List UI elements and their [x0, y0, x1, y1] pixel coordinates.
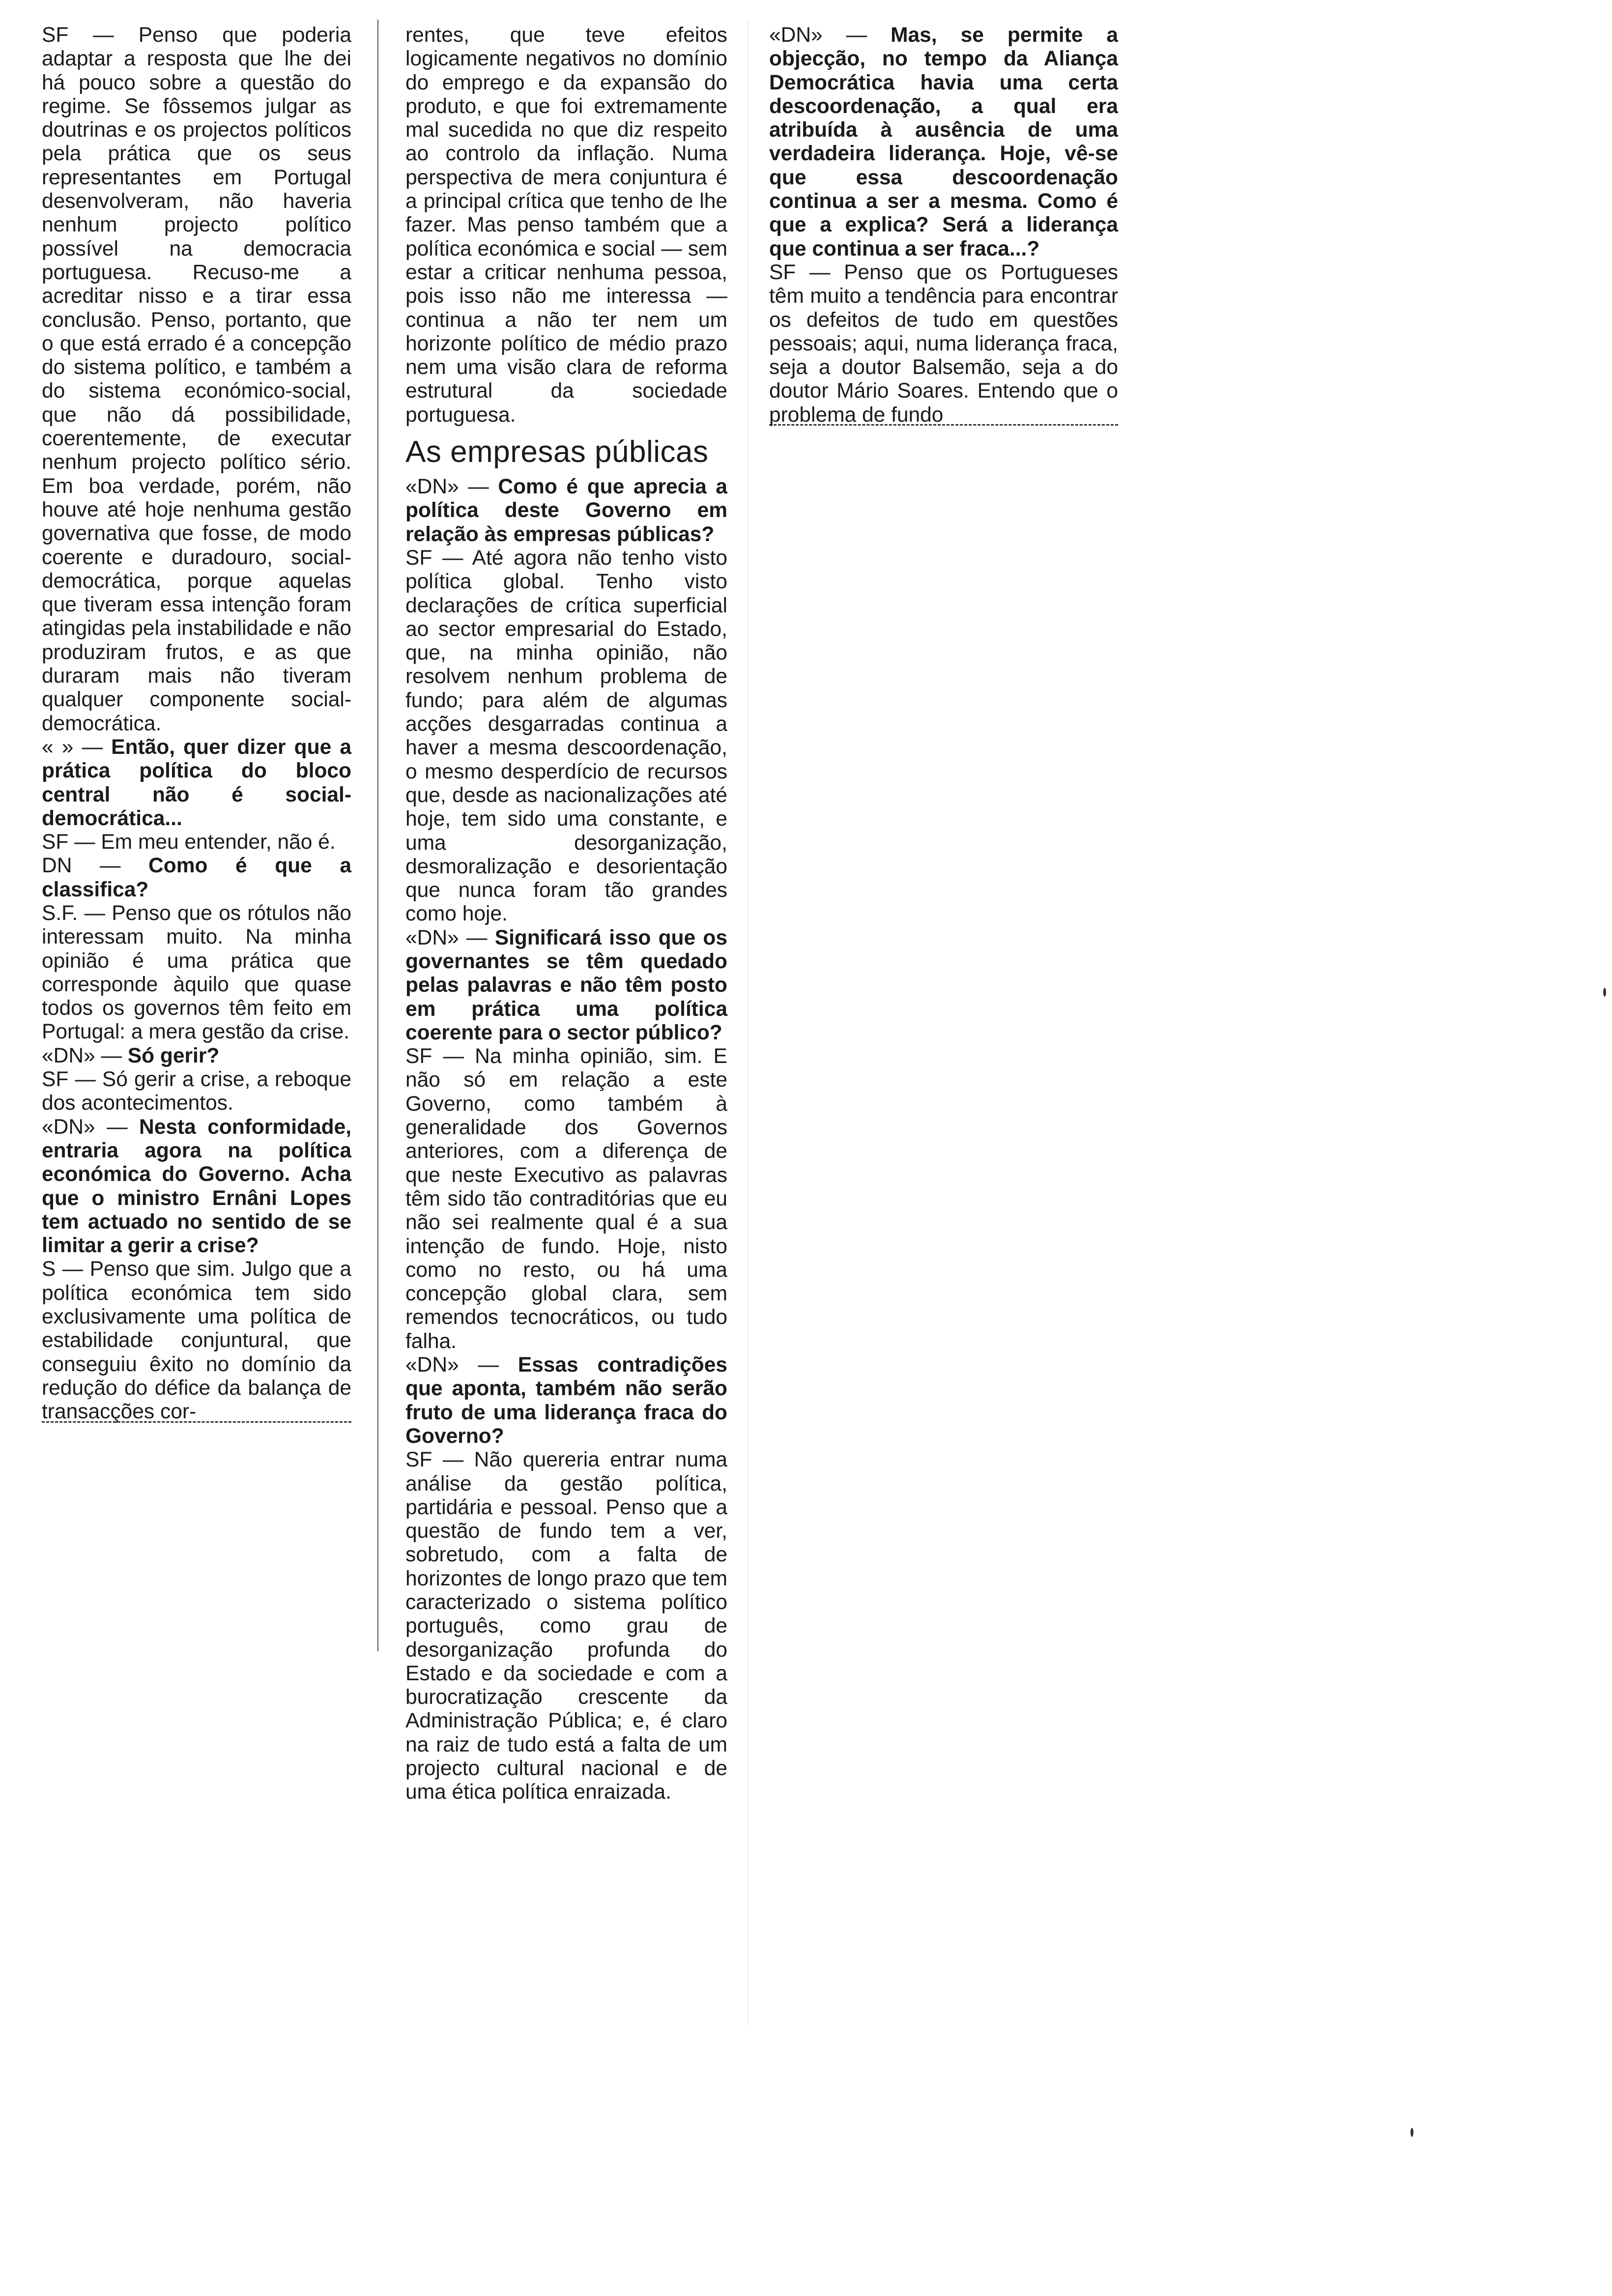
question-text: Só gerir? [127, 1044, 220, 1067]
article-column-3 [769, 24, 1118, 426]
answer-paragraph: S.F. — Penso que os rótulos não interessam muito. Na minha opinião é uma prática que corresponde àquilo que quase todos os governos têm feito em Portugal: a mera gestão da crise. [42, 901, 351, 1044]
question-paragraph [405, 475, 727, 546]
answer-paragraph: SF — Até agora não tenho visto política global. Tenho visto declarações de crítica superficial ao sector empresarial do Estado, que, na minha opinião, não resolvem nenhum problema de fundo; para além de algumas acções desgarradas continua a haver a mesma descoordenação, o mesmo desperdício de recursos que, desde as nacionalizações até hoje, tem sido uma constante, e uma desorganização, desmoralização e desorientação que nunca foram tão grandes como hoje. [405, 546, 727, 926]
question-text: Como é que a classifica? [42, 854, 351, 901]
article-column-1 [42, 24, 351, 1423]
question-paragraph [42, 1044, 351, 1068]
speaker-label: «DN» — [42, 1044, 122, 1067]
article-column-2 [405, 24, 727, 1805]
question-paragraph [42, 854, 351, 902]
answer-paragraph: SF — Não quereria entrar numa análise da gestão política, partidária e pessoal. Penso que a questão de fundo tem a ver, sobretudo, com a falta de horizontes de longo prazo que tem caracterizado o sistema político português, como grau de desorganização profunda do Estado e da sociedade e com a burocratização crescente da Administração Pública; e, é claro na raiz de tudo está a falta de um projecto cultural nacional e de uma ética política enraizada. [405, 1448, 727, 1804]
speaker-label: « » — [42, 735, 103, 759]
question-paragraph [42, 1116, 351, 1258]
question-text: Mas, se permite a objecção, no tempo da Aliança Democrática havia uma certa descoordenação, a qual era atribuída à ausência de uma verdadeira liderança. Hoje, vê-se que essa descoordenação continua a ser a mesma. Como é que a explica? Será a liderança que continua a ser fraca...? [769, 24, 1118, 260]
speaker-label: «DN» — [42, 1115, 128, 1139]
section-subheading: As empresas públicas [405, 435, 709, 469]
print-speck [1410, 2128, 1413, 2137]
question-paragraph [405, 1353, 727, 1448]
answer-paragraph: SF — Penso que os Portugueses têm muito a tendência para encontrar os defeitos de tudo em questões pessoais; aqui, numa liderança fraca, seja a doutor Balsemão, seja a do doutor Mário Soares. Entendo que o problema de fundo [769, 260, 1118, 427]
speaker-label: «DN» — [405, 1353, 499, 1377]
speaker-label: DN — [42, 854, 121, 878]
speaker-label: «DN» — [769, 24, 867, 47]
answer-paragraph: SF — Só gerir a crise, a reboque dos acontecimentos. [42, 1068, 351, 1115]
question-text: Como é que aprecia a política deste Governo em relação às empresas públicas? [405, 475, 727, 546]
question-text: Nesta conformidade, entraria agora na política económica do Governo. Acha que o ministro Ernâni Lopes tem actuado no sentido de se limitar a gerir a crise? [42, 1115, 352, 1258]
speaker-label: «DN» — [405, 926, 488, 949]
question-paragraph [405, 926, 727, 1045]
answer-paragraph: SF — Em meu entender, não é. [42, 831, 336, 854]
print-speck [1603, 988, 1606, 997]
question-paragraph [769, 24, 1118, 261]
question-paragraph [42, 736, 351, 831]
question-text: Significará isso que os governantes se têm quedado pelas palavras e não têm posto em prática uma política coerente para o sector público? [405, 926, 728, 1044]
answer-paragraph: S — Penso que sim. Julgo que a política económica tem sido exclusivamente uma política de estabilidade conjuntural, que conseguiu êxito no domínio da redução do défice da balança de transacções cor- [42, 1258, 351, 1424]
speaker-label: «DN» — [405, 475, 489, 499]
column-rule-left [377, 20, 378, 1651]
answer-paragraph: rentes, que teve efeitos logicamente negativos no domínio do emprego e da expansão do produto, e que foi extremamente mal sucedida no que diz respeito ao controlo da inflação. Numa perspectiva de mera conjuntura é a principal crítica que tenho de lhe fazer. Mas penso também que a política económica e social — sem estar a criticar nenhuma pessoa, pois isso não me interessa — continua a não ter nem um horizonte político de médio prazo nem uma visão clara de reforma estrutural da sociedade portuguesa. [405, 24, 727, 427]
answer-paragraph: SF — Na minha opinião, sim. E não só em relação a este Governo, como também à generalidade dos Governos anteriores, com a diferença de que neste Executivo as palavras têm sido tão contraditórias que eu não sei realmente qual é a sua intenção de fundo. Hoje, nisto como no resto, ou há uma concepção global clara, sem remendos tecnocráticos, ou tudo falha. [405, 1045, 727, 1353]
question-text: Então, quer dizer que a prática política do bloco central não é social-democrática... [42, 735, 351, 830]
answer-paragraph: SF — Penso que poderia adaptar a resposta que lhe dei há pouco sobre a questão do regime. Se fôssemos julgar as doutrinas e os projectos políticos pela prática que os seus representantes em Portugal desenvolveram, não haveria nenhum projecto político possível na democracia portuguesa. Recuso-me a acreditar nisso e a tirar essa conclusão. Penso, portanto, que o que está errado é a concepção do sistema político, e também a do sistema económico-social, que não dá possibilidade, coerentemente, de executar nenhum projecto político sério. Em boa verdade, porém, não houve até hoje nenhuma gestão governativa que fosse, de modo coerente e duradouro, social-democrática, porque aquelas que tiveram essa intenção foram atingidas pela instabilidade e não produziram frutos, e as que duraram mais não tiveram qualquer componente social-democrática. [42, 24, 351, 735]
question-text: Essas contradições que aponta, também não serão fruto de uma liderança fraca do Governo? [405, 1353, 728, 1448]
